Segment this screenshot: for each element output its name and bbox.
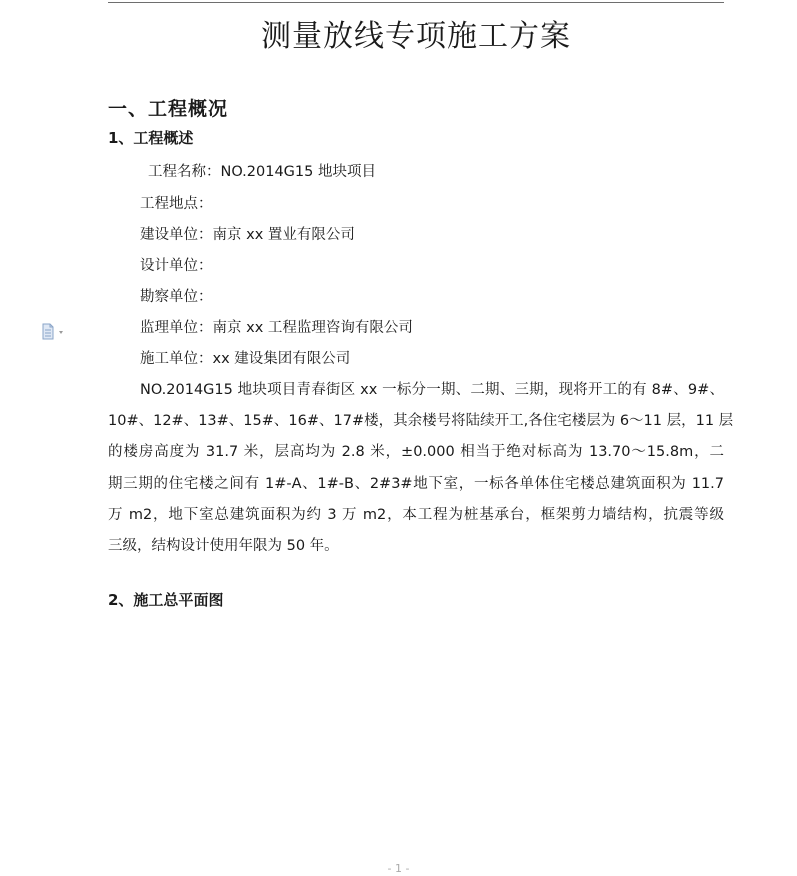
info-designer (140, 254, 213, 278)
info-label: 设计单位： (140, 258, 213, 274)
info-label: 施工单位： (140, 351, 213, 367)
info-label: 建设单位： (140, 227, 213, 243)
overview-paragraph-line: NO.2014G15 地块项目青春街区 xx 一标分一期、二期、三期，现将开工的有 8#、9#、 (140, 382, 724, 398)
overview-paragraph-line: 期三期的住宅楼之间有 1#-A、1#-B、2#3#地下室，一标各单体住宅楼总建筑面积为 11.7 (108, 476, 724, 492)
info-supervisor (140, 316, 413, 340)
subsection-heading-summary: 1、工程概述 (108, 129, 194, 147)
overview-paragraph-line: 10#、12#、13#、15#、16#、17#楼，其余楼号将陆续开工,各住宅楼层为 6～11 层，11 层 (108, 413, 734, 429)
overview-paragraph-line: 三级，结构设计使用年限为 50 年。 (108, 538, 339, 554)
overview-paragraph-line: 的楼房高度为 31.7 米，层高均为 2.8 米，±0.000 相当于绝对标高为 13.70～15.8m，二 (108, 444, 724, 460)
info-value: NO.2014G15 地块项目 (220, 164, 376, 180)
info-contractor (140, 347, 350, 371)
header-rule (108, 2, 724, 3)
document-title: 测量放线专项施工方案 (261, 19, 571, 54)
info-client (140, 223, 355, 247)
info-value: 南京 xx 置业有限公司 (212, 227, 355, 243)
info-value: xx 建设集团有限公司 (212, 351, 351, 367)
section-heading-overview: 一、工程概况 (108, 98, 229, 120)
info-label: 工程名称： (148, 164, 221, 180)
overview-paragraph-line: 万 m2，地下室总建筑面积为约 3 万 m2，本工程为桩基承台，框架剪力墙结构，抗震等级 (108, 507, 724, 523)
info-label: 监理单位： (140, 320, 213, 336)
info-value: 南京 xx 工程监理咨询有限公司 (212, 320, 413, 336)
subsection-heading-site-plan: 2、施工总平面图 (108, 591, 224, 609)
document-icon[interactable] (40, 323, 66, 341)
info-surveyor (140, 285, 213, 309)
info-project-name (148, 160, 376, 184)
info-label: 勘察单位： (140, 289, 213, 305)
page-number: - 1 - (387, 862, 410, 875)
info-label: 工程地点： (140, 196, 213, 212)
info-project-location (140, 192, 213, 216)
